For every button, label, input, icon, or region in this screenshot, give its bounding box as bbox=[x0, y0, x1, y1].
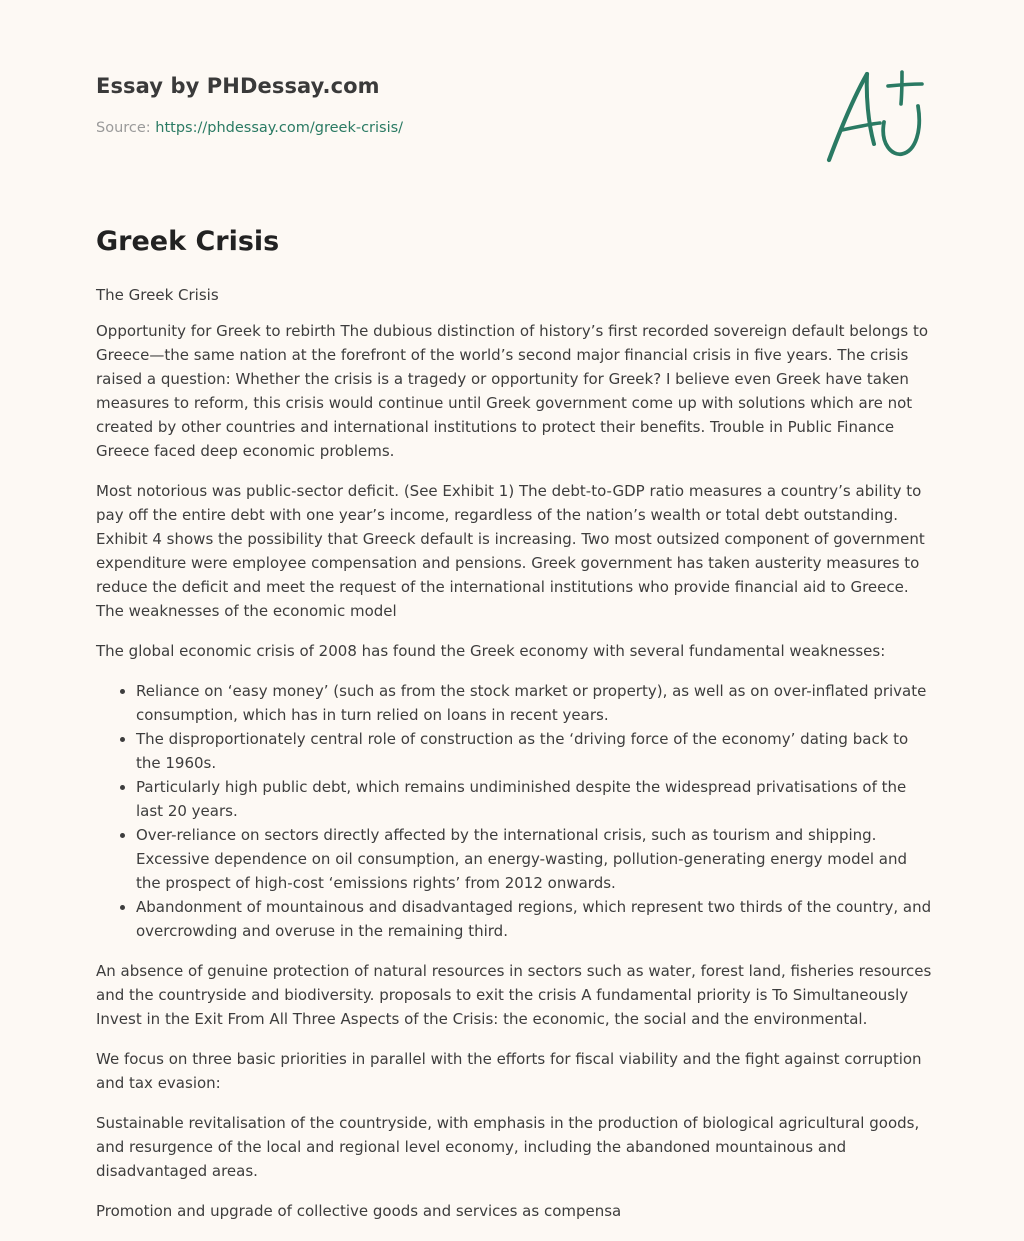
source-line bbox=[96, 120, 403, 136]
essay-paragraph: Sustainable revitalisation of the countryside, with emphasis in the production of biological agricultural goods, and resurgence of the local and regional level economy, including the abandoned mountainous and disadvantaged areas. bbox=[96, 1114, 920, 1180]
a-plus-logo-icon bbox=[822, 66, 928, 166]
essay-paragraph: Promotion and upgrade of collective goods and services as compensa bbox=[96, 1202, 622, 1220]
weaknesses-list bbox=[96, 679, 932, 943]
site-header bbox=[96, 74, 403, 136]
source-label: Source: bbox=[96, 120, 151, 136]
essay-title: Greek Crisis bbox=[96, 226, 280, 257]
essay-paragraph: Most notorious was public-sector deficit. (See Exhibit 1) The debt-to-GDP ratio measures a country’s ability to pay off the entire debt with one year’s income, regardless of the nation’s wealth or total debt outstanding. Exhibit 4 shows the possibility that Greeck default is increasing. Two most outsized component of government expenditure were employee compensation and pensions. Greek government has taken austerity measures to reduce the deficit and meet the request of the international institutions who provide financial aid to Greece. The weaknesses of the economic model bbox=[96, 482, 925, 620]
list-item: • The disproportionately central role of construction as the ‘driving force of the economy’ dating back to the 1960s. bbox=[136, 727, 932, 775]
essay-paragraph: An absence of genuine protection of natural resources in sectors such as water, forest land, fisheries resources and the countryside and biodiversity. proposals to exit the crisis A fundamental priority is To Simultaneously Invest in the Exit From All Three Aspects of the Crisis: the economic, the social and the environmental. bbox=[96, 962, 932, 1028]
site-title: Essay by PHDessay.com bbox=[96, 74, 380, 98]
source-link[interactable]: https://phdessay.com/greek-crisis/ bbox=[155, 120, 404, 136]
essay-content bbox=[96, 226, 932, 1239]
essay-paragraph: We focus on three basic priorities in parallel with the efforts for fiscal viability and the fight against corruption and tax evasion: bbox=[96, 1050, 922, 1092]
essay-subtitle: The Greek Crisis bbox=[96, 286, 219, 304]
essay-paragraph: Opportunity for Greek to rebirth The dubious distinction of history’s first recorded sovereign default belongs to Greece—the same nation at the forefront of the world’s second major financial crisis in five years. The crisis raised a question: Whether the crisis is a tragedy or opportunity for Greek? I believe even Greek have taken measures to reform, this crisis would continue until Greek government come up with solutions which are not created by other countries and international institutions to protect their benefits. Trouble in Public Finance Greece faced deep economic problems. bbox=[96, 322, 929, 460]
list-item: • Reliance on ‘easy money’ (such as from the stock market or property), as well as on over-inflated private consumption, which has in turn relied on loans in recent years. bbox=[136, 679, 932, 727]
list-item: • Over-reliance on sectors directly affected by the international crisis, such as tourism and shipping. Excessive dependence on oil consumption, an energy-wasting, pollution-generating energy model and the prospect of high-cost ‘emissions rights’ from 2012 onwards. bbox=[136, 823, 932, 895]
list-item: • Abandonment of mountainous and disadvantaged regions, which represent two thirds of the country, and overcrowding and overuse in the remaining third. bbox=[136, 895, 932, 943]
list-item: • Particularly high public debt, which remains undiminished despite the widespread privatisations of the last 20 years. bbox=[136, 775, 932, 823]
essay-paragraph: The global economic crisis of 2008 has found the Greek economy with several fundamental weaknesses: bbox=[96, 642, 886, 660]
